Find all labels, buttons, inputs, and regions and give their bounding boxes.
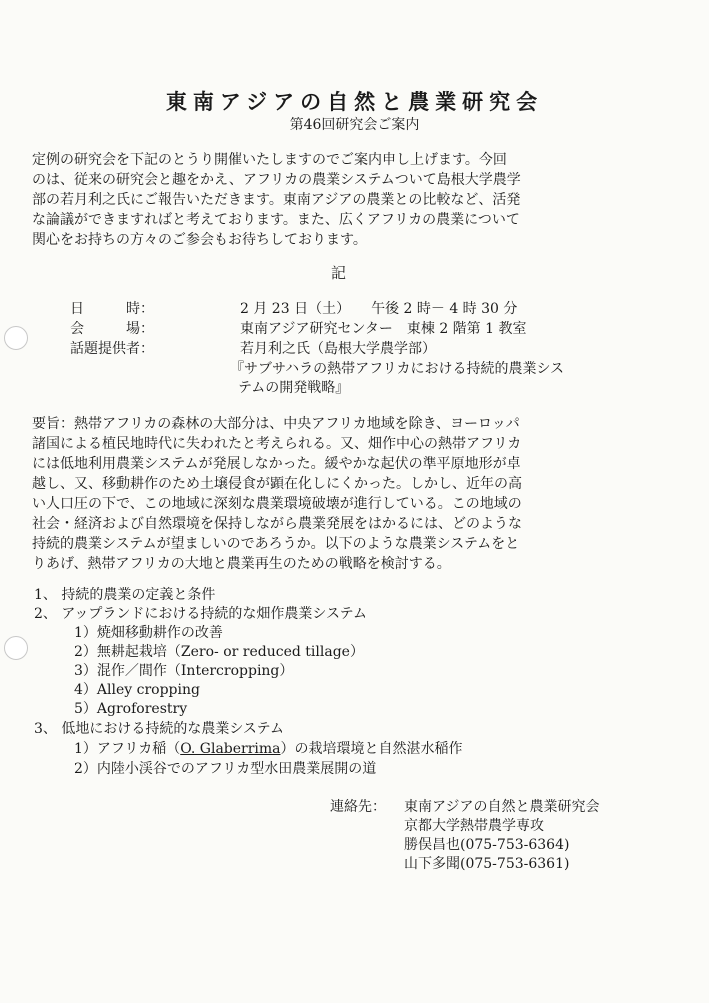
topic-title-line2: テムの開発戦略』	[238, 380, 350, 396]
speaker-label: 話題提供者：	[70, 341, 154, 357]
page-title: 東南アジアの自然と農業研究会	[165, 89, 544, 114]
contact-person: 勝俣昌也(075-753-6364)	[404, 837, 570, 853]
outline-item-2: 2、 アップランドにおける持続的な畑作農業システム	[34, 606, 367, 622]
intro-line: 部の若月利之氏にご報告いただきます。東南アジアの農業との比較など、活発	[32, 192, 521, 208]
date-value: 2 月 23 日（土） 午後 2 時－ 4 時 30 分	[240, 301, 518, 317]
contact-dept: 京都大学熱帯農学専攻	[404, 818, 544, 834]
intro-line: のは、従来の研究会と趣をかえ、アフリカの農業システムついて島根大学農学	[32, 172, 521, 188]
summary-line: い人口圧の下で、この地域に深刻な農業環境破壊が進行している。この地域の	[32, 496, 522, 512]
outline-subitem: 5）Agroforestry	[74, 701, 188, 717]
outline-item-3: 3、 低地における持続的な農業システム	[34, 721, 284, 737]
summary-paragraph	[32, 414, 692, 574]
topic-title-line1: 『サブサハラの熱帯アフリカにおける持続的農業シス	[230, 361, 565, 377]
contact-label: 連絡先：	[330, 799, 386, 815]
summary-line: 諸国による植民地時代に失われたと考えられる。又、畑作中心の熱帯アフリカ	[32, 436, 522, 452]
punch-hole-top	[4, 326, 28, 350]
date-label: 日 時：	[70, 301, 154, 317]
rice-text-post: ）の栽培環境と自然湛水稲作	[280, 741, 463, 757]
intro-line: 定例の研究会を下記のとうり開催いたしますのでご案内申し上げます。今回	[32, 152, 507, 168]
intro-line: な論議ができますればと考えております。また、広くアフリカの農業について	[32, 212, 520, 228]
outline-subitem: 3）混作／間作（Intercropping）	[74, 663, 294, 679]
outline-item-1: 1、 持続的農業の定義と条件	[34, 587, 216, 603]
venue-value: 東南アジア研究センター 東棟 2 階第 1 教室	[240, 321, 527, 337]
speaker-value: 若月利之氏（島根大学農学部）	[240, 341, 436, 357]
outline-subitem: 4）Alley cropping	[74, 682, 200, 698]
outline-subitem: 2）無耕起栽培（Zero- or reduced tillage）	[74, 644, 364, 660]
page-subtitle: 第46回研究会ご案内	[289, 117, 420, 133]
rice-text-pre: 1）アフリカ稲（	[74, 741, 181, 757]
summary-line: 持続的農業システムが望ましいのであろうか。以下のような農業システムをと	[32, 536, 520, 552]
summary-line: 社会・経済および自然環境を保持しながら農業発展をはかるには、どのような	[32, 516, 522, 532]
contact-org: 東南アジアの自然と農業研究会	[404, 799, 600, 815]
summary-line: りあげ、熱帯アフリカの大地と農業再生のための戦略を検討する。	[32, 556, 451, 572]
venue-label: 会 場：	[70, 321, 154, 337]
summary-line: には低地利用農業システムが発展しなかった。緩やかな起伏の準平原地形が卓	[32, 456, 521, 472]
punch-hole-bottom	[4, 636, 28, 660]
intro-paragraph	[32, 150, 682, 250]
intro-line: 関心をお持ちの方々のご参会もお待ちしております。	[32, 232, 367, 248]
summary-line: 要旨：熱帯アフリカの森林の大部分は、中央アフリカ地域を除き、ヨーロッパ	[32, 416, 520, 432]
summary-line: 越し、又、移動耕作のため土壌侵食が顕在化しにくかった。しかし、近年の高	[32, 476, 522, 492]
contact-person: 山下多聞(075-753-6361)	[404, 856, 570, 872]
species-name: O. Glaberrima	[180, 741, 281, 757]
outline-subitem: 1）焼畑移動耕作の改善	[74, 625, 223, 641]
ki-heading: 記	[331, 264, 347, 282]
outline-subitem-rice	[74, 738, 463, 758]
outline-subitem: 2）内陸小渓谷でのアフリカ型水田農業展開の道	[74, 761, 377, 777]
